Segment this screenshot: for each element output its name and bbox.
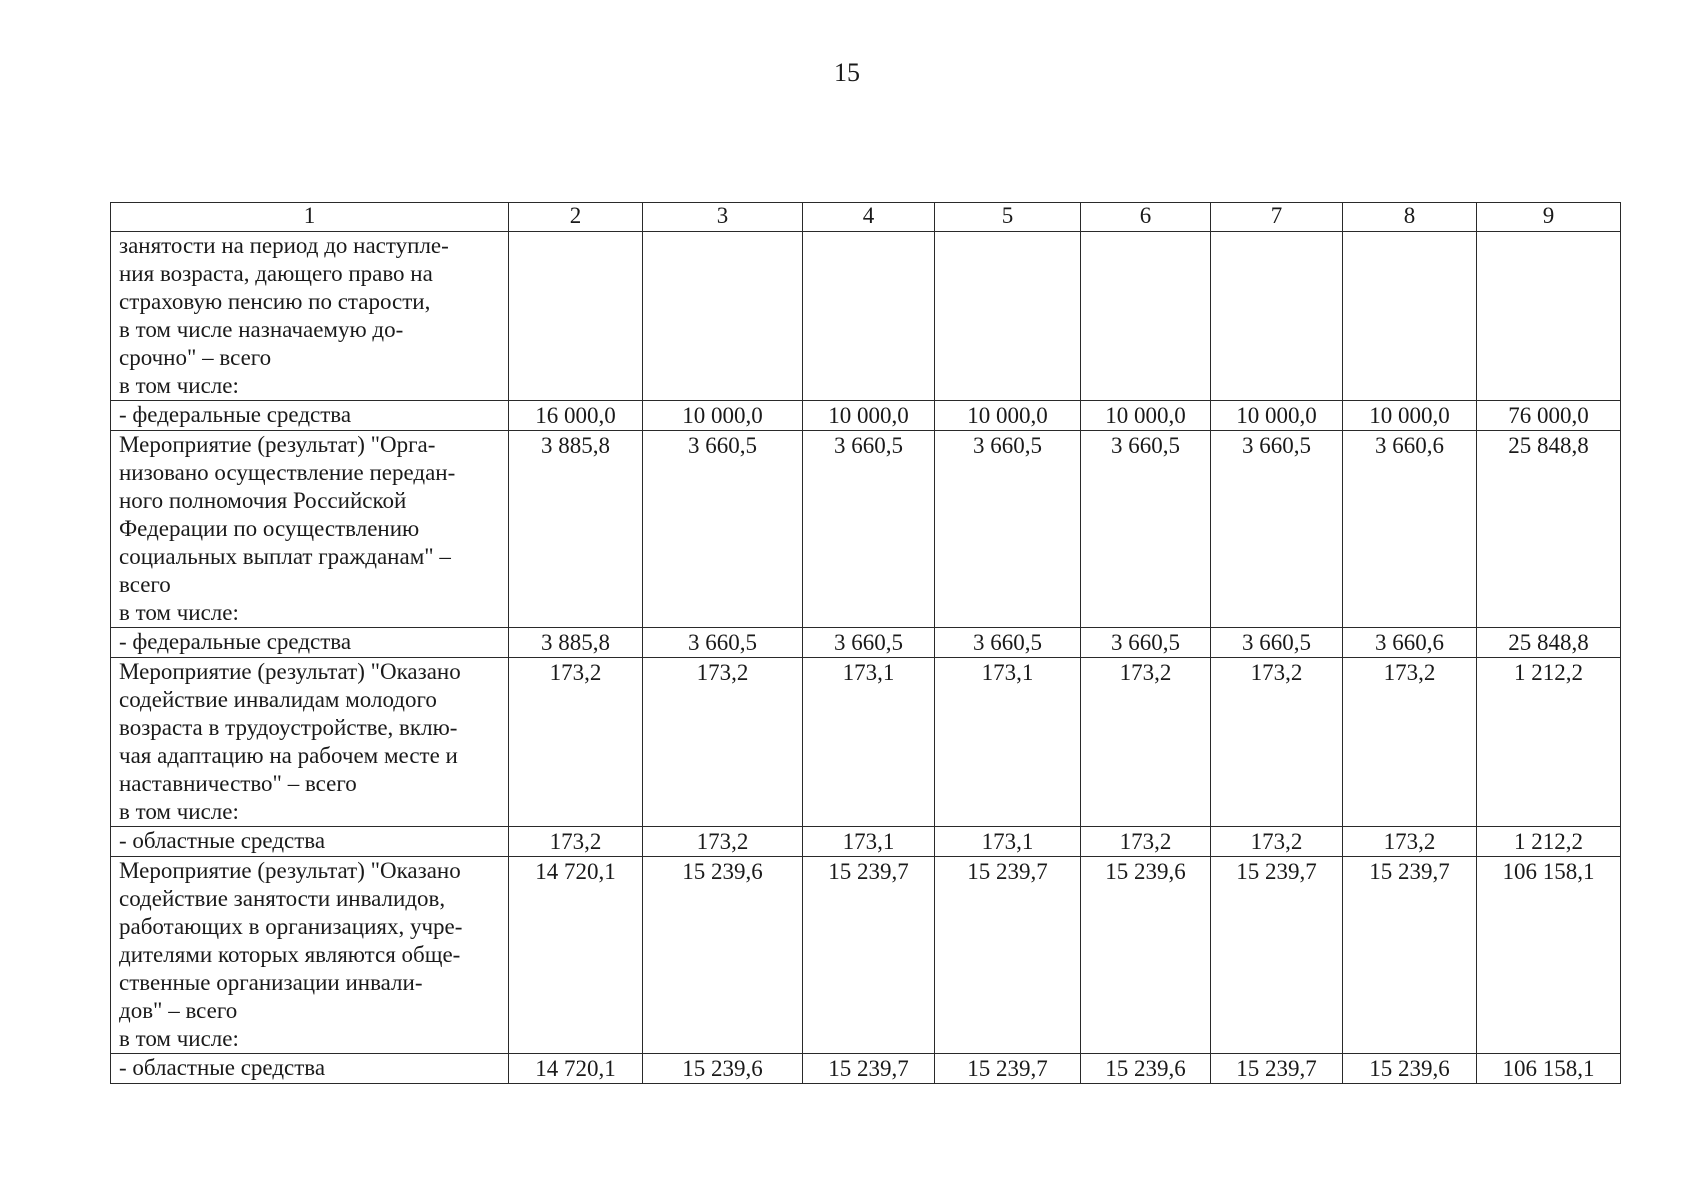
table-cell: 15 239,7 — [1211, 857, 1343, 1054]
table-cell — [1211, 232, 1343, 401]
table-cell — [935, 232, 1081, 401]
table-cell: 15 239,7 — [1343, 857, 1477, 1054]
column-header: 7 — [1211, 203, 1343, 232]
table-cell: 16 000,0 — [509, 401, 643, 431]
table-cell: 14 720,1 — [509, 857, 643, 1054]
row-label: - областные средства — [111, 827, 509, 857]
table-cell: 15 239,7 — [1211, 1054, 1343, 1084]
table-cell: 173,2 — [509, 827, 643, 857]
table-cell: 173,1 — [935, 658, 1081, 827]
table-cell: 10 000,0 — [803, 401, 935, 431]
table-cell — [643, 232, 803, 401]
table-row — [111, 232, 1621, 401]
table-cell: 15 239,6 — [643, 1054, 803, 1084]
table-cell: 3 660,5 — [1081, 431, 1211, 628]
table-cell: 3 660,5 — [1211, 628, 1343, 658]
table-cell — [1081, 232, 1211, 401]
table-cell: 173,2 — [643, 827, 803, 857]
table-row — [111, 401, 1621, 431]
table-cell: 10 000,0 — [1081, 401, 1211, 431]
page-number: 15 — [834, 58, 860, 87]
column-header: 3 — [643, 203, 803, 232]
table-cell: 10 000,0 — [935, 401, 1081, 431]
column-header: 8 — [1343, 203, 1477, 232]
table-row — [111, 658, 1621, 827]
table-cell: 1 212,2 — [1477, 658, 1621, 827]
table-cell: 3 660,5 — [935, 431, 1081, 628]
table-cell: 173,2 — [1081, 827, 1211, 857]
table-row — [111, 628, 1621, 658]
table-cell: 1 212,2 — [1477, 827, 1621, 857]
column-header: 1 — [111, 203, 509, 232]
row-label: Мероприятие (результат) "Оказано содействие занятости инвалидов, работающих в организациях, учре- дителями которых являются обще- ственные организации инвали- дов" – всего в том числе: — [111, 857, 509, 1054]
table-cell: 3 660,5 — [1081, 628, 1211, 658]
row-label: - федеральные средства — [111, 628, 509, 658]
budget-table — [110, 202, 1621, 1084]
table-cell: 3 660,6 — [1343, 628, 1477, 658]
table-cell — [509, 232, 643, 401]
column-header: 6 — [1081, 203, 1211, 232]
table-cell: 15 239,7 — [803, 1054, 935, 1084]
table-cell: 76 000,0 — [1477, 401, 1621, 431]
table-cell: 3 660,5 — [643, 431, 803, 628]
column-header: 9 — [1477, 203, 1621, 232]
table-cell: 3 660,5 — [1211, 431, 1343, 628]
table-cell: 173,2 — [509, 658, 643, 827]
table-cell: 3 660,6 — [1343, 431, 1477, 628]
column-header: 4 — [803, 203, 935, 232]
table-row — [111, 857, 1621, 1054]
table-cell: 10 000,0 — [1343, 401, 1477, 431]
column-header: 5 — [935, 203, 1081, 232]
table-cell: 3 660,5 — [935, 628, 1081, 658]
table-cell — [1343, 232, 1477, 401]
table-cell: 173,1 — [803, 827, 935, 857]
table-cell — [803, 232, 935, 401]
table-cell: 106 158,1 — [1477, 1054, 1621, 1084]
row-label: Мероприятие (результат) "Орга- низовано осуществление передан- ного полномочия Российской Федерации по осуществлению социальных выплат гражданам" – всего в том числе: — [111, 431, 509, 628]
table-cell: 15 239,6 — [1081, 857, 1211, 1054]
row-label: Мероприятие (результат) "Оказано содействие инвалидам молодого возраста в трудоустройстве, вклю- чая адаптацию на рабочем месте и наставничество" – всего в том числе: — [111, 658, 509, 827]
table-row — [111, 1054, 1621, 1084]
table-row — [111, 827, 1621, 857]
table-cell: 106 158,1 — [1477, 857, 1621, 1054]
row-label: - федеральные средства — [111, 401, 509, 431]
column-header: 2 — [509, 203, 643, 232]
table-cell — [1477, 232, 1621, 401]
table-cell: 10 000,0 — [1211, 401, 1343, 431]
table-cell: 25 848,8 — [1477, 628, 1621, 658]
table-cell: 173,2 — [1211, 827, 1343, 857]
row-label: занятости на период до наступле- ния возраста, дающего право на страховую пенсию по старости, в том числе назначаемую до- срочно" – всего в том числе: — [111, 232, 509, 401]
table-cell: 173,1 — [803, 658, 935, 827]
table-cell: 173,2 — [1211, 658, 1343, 827]
table-cell: 14 720,1 — [509, 1054, 643, 1084]
row-label: - областные средства — [111, 1054, 509, 1084]
table-cell: 173,2 — [1343, 658, 1477, 827]
table-cell: 3 660,5 — [803, 628, 935, 658]
table-cell: 173,2 — [1343, 827, 1477, 857]
table-cell: 3 660,5 — [643, 628, 803, 658]
table-cell: 3 660,5 — [803, 431, 935, 628]
table-cell: 3 885,8 — [509, 431, 643, 628]
table-cell: 15 239,7 — [803, 857, 935, 1054]
table-cell: 3 885,8 — [509, 628, 643, 658]
table-cell: 173,1 — [935, 827, 1081, 857]
table-row — [111, 431, 1621, 628]
table-cell: 173,2 — [643, 658, 803, 827]
column-number-row — [111, 203, 1621, 232]
table-cell: 25 848,8 — [1477, 431, 1621, 628]
table-cell: 15 239,7 — [935, 857, 1081, 1054]
table-cell: 15 239,7 — [935, 1054, 1081, 1084]
table-cell: 15 239,6 — [643, 857, 803, 1054]
table-cell: 15 239,6 — [1081, 1054, 1211, 1084]
table-cell: 173,2 — [1081, 658, 1211, 827]
table-cell: 10 000,0 — [643, 401, 803, 431]
table-cell: 15 239,6 — [1343, 1054, 1477, 1084]
